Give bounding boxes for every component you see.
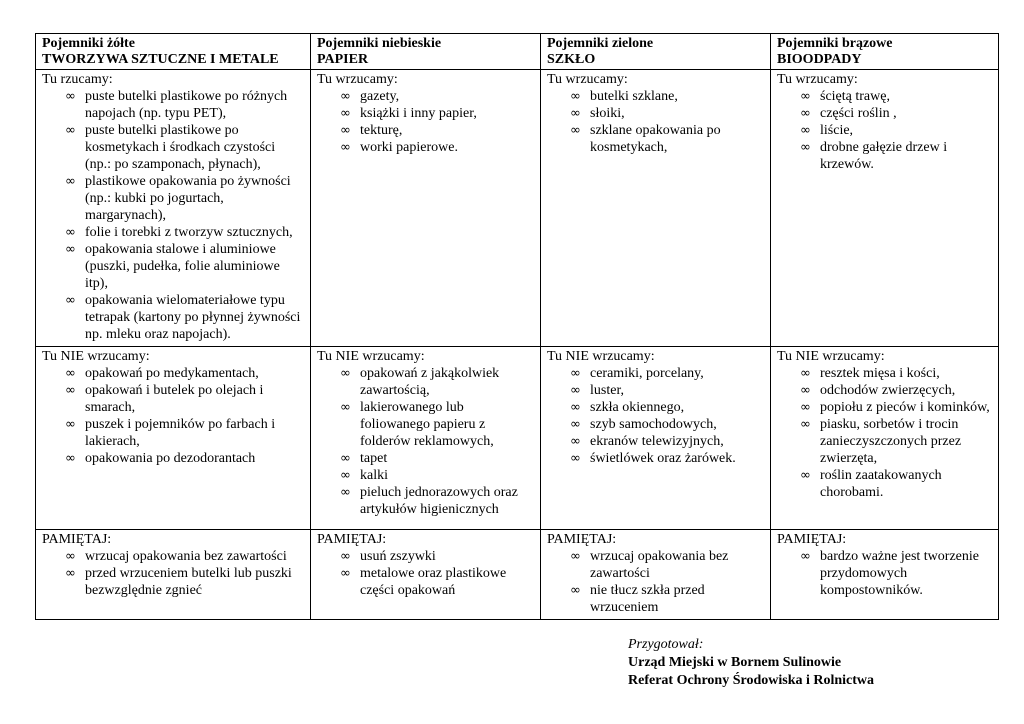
row-not-allowed xyxy=(36,347,999,530)
list-item xyxy=(570,582,764,616)
list-item-text: opakowania stalowe i aluminiowe (puszki, pudełka, folie aluminiowe itp), xyxy=(85,242,280,291)
list-item xyxy=(570,399,764,416)
infinity-bullet-icon: ∞ xyxy=(570,383,581,398)
list-item-text: nie tłucz szkła przed wrzuceniem xyxy=(590,583,705,615)
list-item-text: opakowań i butelek po olejach i smarach, xyxy=(85,383,264,415)
infinity-bullet-icon: ∞ xyxy=(340,549,351,564)
item-list xyxy=(317,365,534,518)
list-item-text: odchodów zwierzęcych, xyxy=(820,383,956,398)
list-item xyxy=(570,105,764,122)
infinity-bullet-icon: ∞ xyxy=(800,106,811,121)
infinity-bullet-icon: ∞ xyxy=(65,123,76,138)
cell-brown-remember xyxy=(771,530,999,620)
list-item xyxy=(340,565,534,599)
list-item xyxy=(340,105,534,122)
cell-yellow-not-allowed xyxy=(36,347,311,530)
item-list xyxy=(547,548,764,616)
list-item xyxy=(800,548,992,599)
infinity-bullet-icon: ∞ xyxy=(570,417,581,432)
list-item xyxy=(570,433,764,450)
list-item xyxy=(340,548,534,565)
list-item xyxy=(65,382,304,416)
list-item-text: worki papierowe. xyxy=(360,140,458,155)
infinity-bullet-icon: ∞ xyxy=(65,383,76,398)
infinity-bullet-icon: ∞ xyxy=(65,242,76,257)
header-green: Pojemniki zielone SZKŁO xyxy=(541,34,771,70)
infinity-bullet-icon: ∞ xyxy=(570,451,581,466)
list-item xyxy=(570,450,764,467)
list-item-text: wrzucaj opakowania bez zawartości xyxy=(85,549,287,564)
list-item-text: opakowań po medykamentach, xyxy=(85,366,259,381)
cell-brown-not-allowed xyxy=(771,347,999,530)
infinity-bullet-icon: ∞ xyxy=(570,549,581,564)
infinity-bullet-icon: ∞ xyxy=(800,468,811,483)
infinity-bullet-icon: ∞ xyxy=(800,400,811,415)
infinity-bullet-icon: ∞ xyxy=(340,485,351,500)
list-item-text: szyb samochodowych, xyxy=(590,417,717,432)
infinity-bullet-icon: ∞ xyxy=(65,451,76,466)
infinity-bullet-icon: ∞ xyxy=(340,468,351,483)
list-item-text: puste butelki plastikowe po kosmetykach i środkach czystości (np.: po szamponach, płynach), xyxy=(85,123,276,172)
cell-green-allowed xyxy=(541,70,771,347)
list-item-text: tekturę, xyxy=(360,123,403,138)
list-item xyxy=(570,416,764,433)
list-item xyxy=(800,122,992,139)
item-list xyxy=(777,548,992,599)
infinity-bullet-icon: ∞ xyxy=(65,225,76,240)
item-list xyxy=(42,365,304,467)
infinity-bullet-icon: ∞ xyxy=(570,106,581,121)
infinity-bullet-icon: ∞ xyxy=(570,434,581,449)
list-item xyxy=(570,365,764,382)
infinity-bullet-icon: ∞ xyxy=(340,366,351,381)
header-brown: Pojemniki brązowe BIOODPADY xyxy=(771,34,999,70)
cell-blue-remember xyxy=(311,530,541,620)
item-list xyxy=(42,548,304,599)
list-item-text: luster, xyxy=(590,383,625,398)
list-item-text: szkła okiennego, xyxy=(590,400,685,415)
list-item xyxy=(65,173,304,224)
infinity-bullet-icon: ∞ xyxy=(65,566,76,581)
list-item-text: usuń zszywki xyxy=(360,549,436,564)
infinity-bullet-icon: ∞ xyxy=(65,417,76,432)
list-item-text: metalowe oraz plastikowe części opakowań xyxy=(360,566,507,598)
list-item xyxy=(800,467,992,501)
section-label: Tu wrzucamy: xyxy=(777,72,858,87)
list-item xyxy=(570,88,764,105)
section-label: PAMIĘTAJ: xyxy=(777,532,847,547)
section-label: Tu NIE wrzucamy: xyxy=(42,349,150,364)
list-item-text: popiołu z pieców i kominków, xyxy=(820,400,990,415)
list-item xyxy=(570,122,764,156)
cell-brown-allowed xyxy=(771,70,999,347)
list-item-text: resztek mięsa i kości, xyxy=(820,366,940,381)
infinity-bullet-icon: ∞ xyxy=(800,89,811,104)
list-item-text: części roślin , xyxy=(820,106,897,121)
section-label: Tu NIE wrzucamy: xyxy=(777,349,885,364)
cell-yellow-remember xyxy=(36,530,311,620)
list-item xyxy=(340,450,534,467)
item-list xyxy=(547,365,764,467)
item-list xyxy=(42,88,304,343)
section-label: PAMIĘTAJ: xyxy=(42,532,112,547)
list-item xyxy=(65,548,304,565)
list-item xyxy=(800,382,992,399)
section-label: Tu wrzucamy: xyxy=(317,72,398,87)
list-item-text: opakowań z jakąkolwiek zawartością, xyxy=(360,366,500,398)
list-item-text: pieluch jednorazowych oraz artykułów higienicznych xyxy=(360,485,518,517)
row-remember xyxy=(36,530,999,620)
list-item xyxy=(65,241,304,292)
section-label: Tu NIE wrzucamy: xyxy=(317,349,425,364)
header-blue: Pojemniki niebieskie PAPIER xyxy=(311,34,541,70)
item-list xyxy=(777,88,992,173)
list-item-text: roślin zaatakowanych chorobami. xyxy=(820,468,942,500)
item-list xyxy=(547,88,764,156)
list-item-text: liście, xyxy=(820,123,854,138)
list-item xyxy=(800,139,992,173)
infinity-bullet-icon: ∞ xyxy=(65,366,76,381)
list-item-text: kalki xyxy=(360,468,388,483)
item-list xyxy=(317,548,534,599)
list-item-text: gazety, xyxy=(360,89,400,104)
list-item-text: opakowania po dezodorantach xyxy=(85,451,256,466)
list-item-text: piasku, sorbetów i trocin zanieczyszczonych przez zwierzęta, xyxy=(820,417,962,466)
infinity-bullet-icon: ∞ xyxy=(340,89,351,104)
list-item-text: książki i inny papier, xyxy=(360,106,477,121)
list-item-text: folie i torebki z tworzyw sztucznych, xyxy=(85,225,293,240)
infinity-bullet-icon: ∞ xyxy=(340,451,351,466)
list-item-text: butelki szklane, xyxy=(590,89,678,104)
list-item xyxy=(65,292,304,343)
list-item-text: puste butelki plastikowe po różnych napojach (np. typu PET), xyxy=(85,89,288,121)
list-item-text: lakierowanego lub foliowanego papieru z folderów reklamowych, xyxy=(360,400,494,449)
header-yellow: Pojemniki żółte TWORZYWA SZTUCZNE I METALE xyxy=(36,34,311,70)
list-item xyxy=(65,122,304,173)
cell-green-not-allowed xyxy=(541,347,771,530)
list-item xyxy=(65,565,304,599)
cell-blue-not-allowed xyxy=(311,347,541,530)
list-item xyxy=(340,88,534,105)
infinity-bullet-icon: ∞ xyxy=(65,293,76,308)
list-item xyxy=(800,416,992,467)
row-allowed xyxy=(36,70,999,347)
list-item xyxy=(800,105,992,122)
cell-yellow-allowed xyxy=(36,70,311,347)
list-item xyxy=(570,382,764,399)
org-line-1: Urząd Miejski w Bornem Sulinowie xyxy=(628,655,842,670)
list-item xyxy=(65,224,304,241)
list-item xyxy=(800,365,992,382)
cell-green-remember xyxy=(541,530,771,620)
list-item xyxy=(340,484,534,518)
infinity-bullet-icon: ∞ xyxy=(800,383,811,398)
list-item xyxy=(340,122,534,139)
list-item xyxy=(65,450,304,467)
section-label: PAMIĘTAJ: xyxy=(317,532,387,547)
list-item xyxy=(65,416,304,450)
infinity-bullet-icon: ∞ xyxy=(800,140,811,155)
prepared-label: Przygotował: xyxy=(628,637,704,652)
list-item-text: wrzucaj opakowania bez zawartości xyxy=(590,549,729,581)
item-list xyxy=(317,88,534,156)
infinity-bullet-icon: ∞ xyxy=(800,549,811,564)
list-item-text: słoiki, xyxy=(590,106,625,121)
org-line-2: Referat Ochrony Środowiska i Rolnictwa xyxy=(628,673,875,688)
list-item xyxy=(340,467,534,484)
list-item-text: świetlówek oraz żarówek. xyxy=(590,451,736,466)
list-item-text: ściętą trawę, xyxy=(820,89,890,104)
list-item-text: drobne gałęzie drzew i krzewów. xyxy=(820,140,948,172)
list-item xyxy=(800,399,992,416)
section-label: Tu rzucamy: xyxy=(42,72,113,87)
infinity-bullet-icon: ∞ xyxy=(340,123,351,138)
list-item xyxy=(65,365,304,382)
infinity-bullet-icon: ∞ xyxy=(340,400,351,415)
list-item xyxy=(570,548,764,582)
section-label: Tu NIE wrzucamy: xyxy=(547,349,655,364)
list-item-text: puszek i pojemników po farbach i lakierach, xyxy=(85,417,276,449)
section-label: PAMIĘTAJ: xyxy=(547,532,617,547)
document-page xyxy=(35,33,998,620)
infinity-bullet-icon: ∞ xyxy=(570,400,581,415)
infinity-bullet-icon: ∞ xyxy=(800,123,811,138)
list-item-text: szklane opakowania po kosmetykach, xyxy=(590,123,721,155)
list-item-text: przed wrzuceniem butelki lub puszki bezwzględnie zgnieć xyxy=(85,566,292,598)
list-item xyxy=(65,88,304,122)
list-item-text: tapet xyxy=(360,451,388,466)
list-item-text: ceramiki, porcelany, xyxy=(590,366,704,381)
infinity-bullet-icon: ∞ xyxy=(340,140,351,155)
infinity-bullet-icon: ∞ xyxy=(570,583,581,598)
waste-sorting-table xyxy=(35,33,999,620)
infinity-bullet-icon: ∞ xyxy=(340,566,351,581)
list-item xyxy=(800,88,992,105)
list-item xyxy=(340,139,534,156)
section-label: Tu wrzucamy: xyxy=(547,72,628,87)
infinity-bullet-icon: ∞ xyxy=(800,366,811,381)
list-item xyxy=(340,365,534,399)
infinity-bullet-icon: ∞ xyxy=(65,89,76,104)
infinity-bullet-icon: ∞ xyxy=(570,123,581,138)
infinity-bullet-icon: ∞ xyxy=(65,174,76,189)
infinity-bullet-icon: ∞ xyxy=(340,106,351,121)
infinity-bullet-icon: ∞ xyxy=(65,549,76,564)
infinity-bullet-icon: ∞ xyxy=(570,89,581,104)
cell-blue-allowed xyxy=(311,70,541,347)
list-item-text: plastikowe opakowania po żywności (np.: kubki po jogurtach, margarynach), xyxy=(85,174,291,223)
item-list xyxy=(777,365,992,501)
infinity-bullet-icon: ∞ xyxy=(800,417,811,432)
list-item-text: opakowania wielomateriałowe typu tetrapak (kartony po płynnej żywności np. mleku oraz napojach). xyxy=(85,293,301,342)
header-row xyxy=(36,34,999,70)
list-item-text: ekranów telewizyjnych, xyxy=(590,434,724,449)
footer-signature xyxy=(628,636,874,690)
list-item xyxy=(340,399,534,450)
list-item-text: bardzo ważne jest tworzenie przydomowych kompostowników. xyxy=(820,549,979,598)
infinity-bullet-icon: ∞ xyxy=(570,366,581,381)
